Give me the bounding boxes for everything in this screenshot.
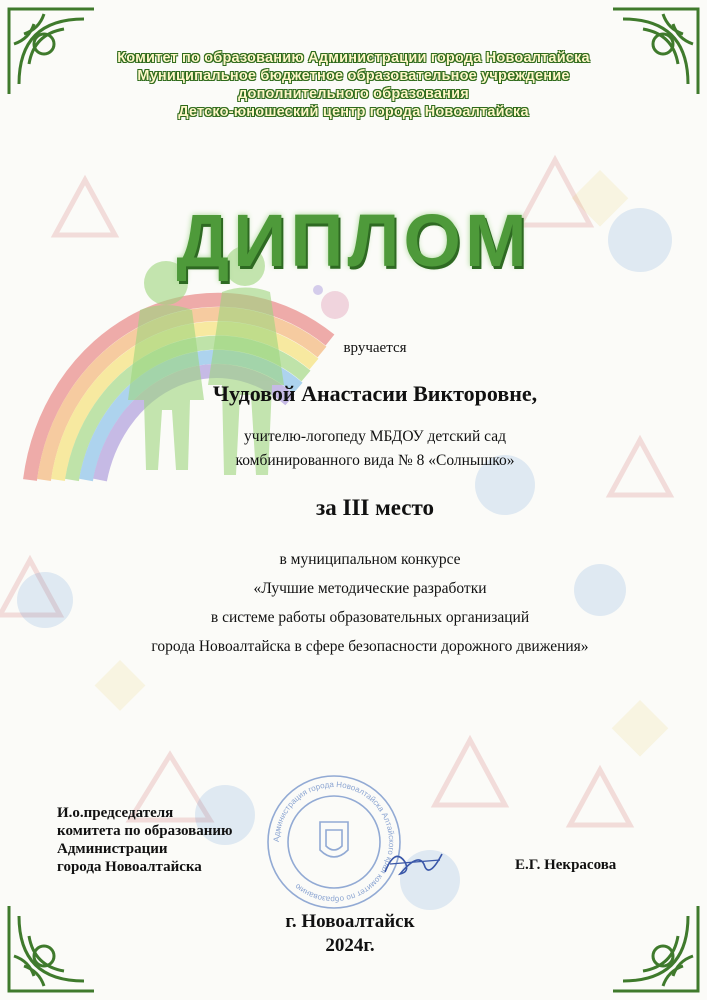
road-sign-diamond — [95, 660, 146, 711]
awarded-label: вручается — [343, 340, 407, 356]
corner-ornament — [4, 901, 99, 996]
contest-line: города Новоалтайска в сфере безопасности дорожного движения» — [151, 638, 589, 655]
header-line: дополнительного образования — [238, 86, 469, 102]
position-line: комбинированного вида № 8 «Солнышко» — [235, 452, 515, 469]
contest-line: в системе работы образовательных организаций — [210, 609, 530, 626]
signer-line: И.о.председателя — [57, 805, 174, 821]
contest-line: «Лучшие методические разработки — [253, 580, 487, 597]
contest-line: в муниципальном конкурсе — [279, 551, 461, 568]
header-line: Детско-юношеский центр города Новоалтайска — [178, 104, 529, 120]
road-sign-triangle — [610, 440, 670, 495]
svg-text:Администрация города Новоалтай — [272, 780, 396, 904]
road-sign-triangle — [435, 740, 505, 805]
signer-line: комитета по образованию — [57, 823, 233, 839]
organization-header — [60, 49, 647, 121]
road-sign-triangle — [570, 770, 630, 825]
position-line: учителю-логопеду МБДОУ детский сад — [244, 428, 506, 445]
signature — [380, 842, 450, 882]
footer-city: г. Новоалтайск — [285, 911, 415, 932]
road-sign-diamond — [612, 700, 669, 757]
stamp-text: Администрация города Новоалтайска Алтайского края комитет по образованию — [271, 779, 397, 905]
header-line: Муниципальное бюджетное образовательное учреждение — [137, 68, 570, 84]
signer-name: Е.Г. Некрасова — [515, 857, 617, 873]
recipient-name: Чудовой Анастасии Викторовне, — [212, 381, 538, 406]
contest-description — [60, 545, 680, 661]
corner-ornament — [608, 901, 703, 996]
header-line: Комитет по образованию Администрации города Новоалтайска — [117, 50, 590, 66]
signer-line: Администрации — [57, 841, 168, 857]
diploma-title: ДИПЛОМ — [176, 199, 531, 282]
signer-title — [57, 804, 233, 876]
footer-year: 2024г. — [325, 935, 375, 956]
footer-place-date — [250, 910, 450, 958]
recipient-position — [160, 425, 590, 473]
signer-line: города Новоалтайска — [57, 859, 202, 875]
award-place: за III место — [316, 495, 434, 520]
